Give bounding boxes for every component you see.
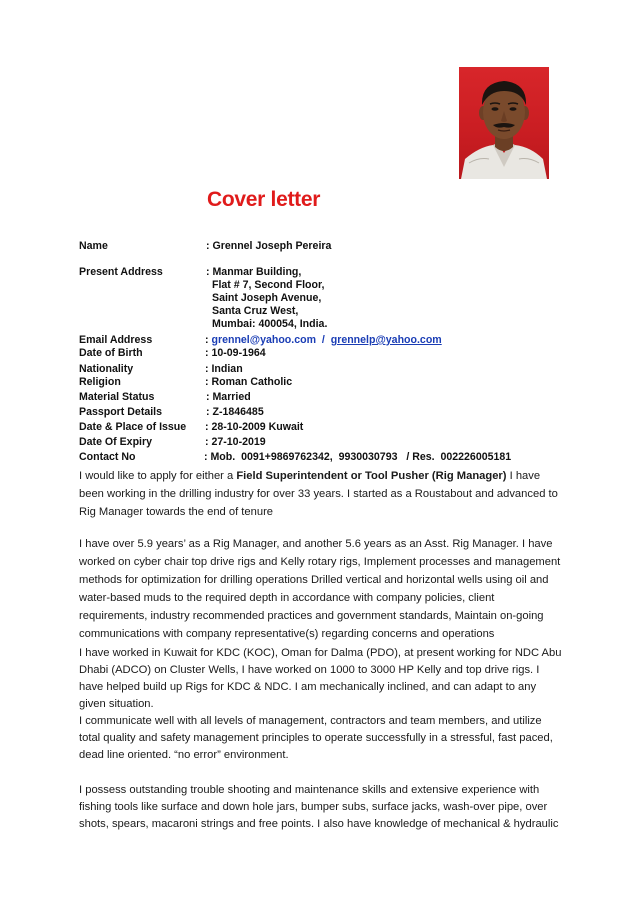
- email-primary: grennel@yahoo.com: [211, 334, 316, 346]
- detail-value: : Married: [206, 391, 251, 403]
- detail-label: Passport Details: [79, 406, 163, 418]
- paragraph-text: I have been working in the drilling industry for over 33 years. I started as a Roustabout and advanced to Rig Manager towards the end of tenure: [79, 470, 558, 518]
- detail-label: Present Address: [79, 266, 163, 278]
- paragraph-intro: [79, 467, 565, 521]
- detail-value: : Z-1846485: [206, 406, 264, 418]
- detail-label: Nationality: [79, 363, 134, 375]
- page-title: Cover letter: [207, 188, 321, 211]
- detail-value: : Roman Catholic: [205, 376, 293, 388]
- paragraph-text: I would like to apply for either a: [79, 470, 237, 482]
- address-line: Santa Cruz West,: [212, 305, 299, 317]
- paragraph-employers: I have worked in Kuwait for KDC (KOC), Oman for Dalma (PDO), at present working for NDC Abu Dhabi (ADCO) on Cluster Wells, I have worked on 1000 to 3000 HP Kelly and top drive rigs. I have helped build up Rigs for KDC & NDC. I am mechanically inclined, and can adapt to any given situation.: [79, 647, 562, 710]
- detail-label: Email Address: [79, 334, 153, 346]
- applicant-photo: [459, 67, 549, 179]
- detail-label: Material Status: [79, 391, 155, 403]
- address-line: : Manmar Building,: [206, 266, 302, 278]
- paragraph-skills: I possess outstanding trouble shooting and maintenance skills and extensive experience with fishing tools like surface and down hole jars, bumper subs, surface jacks, wash-over pipe, over shots, spears, macaroni strings and free points. I also have knowledge of mechanical & hydraulic: [79, 784, 559, 830]
- position-highlight: Field Superintendent or Tool Pusher (Rig Manager): [236, 470, 507, 482]
- detail-value: : 28-10-2009 Kuwait: [205, 421, 304, 433]
- detail-label: Date Of Expiry: [79, 436, 153, 448]
- email-separator: /: [316, 334, 331, 346]
- paragraph-experience: I have over 5.9 years’ as a Rig Manager, and another 5.6 years as an Asst. Rig Manager. I have worked on cyber chair top drive rigs and Kelly rotary rigs, Implement processes and management methods for optimization for drilling operations Drilled vertical and horizontal wells using oil and water-based muds to the required depth in accordance with company policies, client requirements, industry recommended practices and government standards, Maintain on-going communications with company representative(s) regarding concerns and operations: [79, 538, 561, 640]
- detail-value: : 10-09-1964: [205, 347, 266, 359]
- detail-label: Contact No: [79, 451, 136, 463]
- paragraph-communication: I communicate well with all levels of management, contractors and team members, and utilize total quality and safety management principles to operate successfully in a stressful, fast paced, dead line oriented. “no error” environment.: [79, 715, 553, 761]
- detail-value: : 27-10-2019: [205, 436, 266, 448]
- detail-label: Religion: [79, 376, 121, 388]
- detail-label: Date of Birth: [79, 347, 143, 359]
- address-line: Mumbai: 400054, India.: [212, 318, 328, 330]
- address-line: Flat # 7, Second Floor,: [212, 279, 325, 291]
- address-line: Saint Joseph Avenue,: [212, 292, 322, 304]
- person-portrait-icon: [459, 67, 549, 179]
- detail-value: [205, 334, 442, 346]
- email-secondary-link[interactable]: grennelp@yahoo.com: [330, 334, 442, 346]
- detail-value: : Indian: [205, 363, 243, 375]
- detail-value: : Mob. 0091+9869762342, 9930030793 / Res. 002226005181: [204, 451, 512, 463]
- detail-value: : Grennel Joseph Pereira: [206, 240, 332, 252]
- detail-label: Name: [79, 240, 108, 252]
- email-prefix: :: [205, 334, 212, 346]
- detail-label: Date & Place of Issue: [79, 421, 187, 433]
